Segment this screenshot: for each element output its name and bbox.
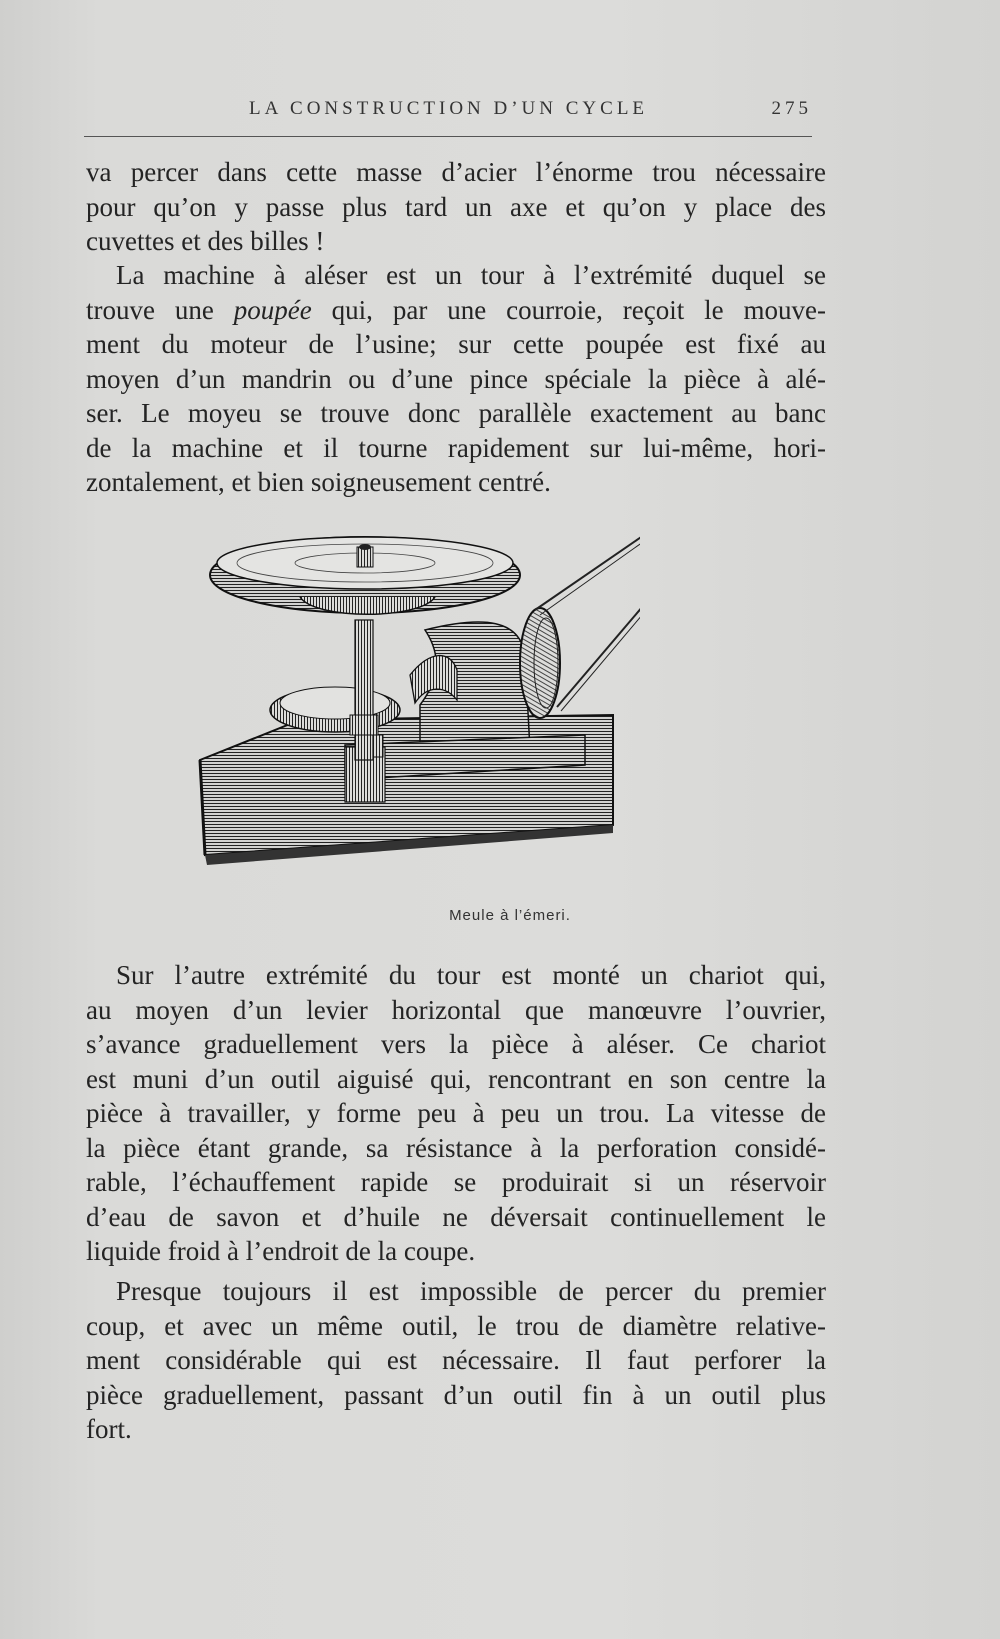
paragraph-3 — [86, 958, 826, 1269]
page-number: 275 — [771, 98, 812, 119]
emery-wheel-engraving — [195, 535, 640, 895]
header-rule — [84, 136, 812, 137]
running-title: LA CONSTRUCTION D’UN CYCLE — [249, 98, 649, 119]
text-line: pièce à travailler, y forme peu à peu un trou. La vitesse de — [86, 1098, 826, 1128]
text-line: Sur l’autre extrémité du tour est monté un chariot qui, — [116, 960, 826, 990]
text-line: trouve une poupée qui, par une courroie, reçoit le mouve- — [86, 294, 826, 325]
text-line: de la machine et il tourne rapidement sur lui-même, hori- — [86, 432, 826, 463]
text-line: va percer dans cette masse d’acier l’énorme trou nécessaire — [86, 157, 826, 187]
text-line: la pièce étant grande, sa résistance à la perforation considé- — [86, 1132, 826, 1163]
text-line: s’avance graduellement vers la pièce à aléser. Ce chariot — [86, 1029, 826, 1059]
text-line: rable, l’échauffement rapide se produirait si un réservoir — [86, 1167, 826, 1197]
text-line: cuvettes et des billes ! — [86, 226, 325, 256]
text-line: zontalement, et bien soigneusement centré. — [86, 467, 551, 497]
text-line: fort. — [86, 1414, 132, 1444]
text-line: Presque toujours il est impossible de percer du premier — [116, 1276, 826, 1306]
caption-text: Meule à l’émeri. — [449, 907, 571, 924]
text-line: La machine à aléser est un tour à l’extrémité duquel se — [116, 260, 826, 290]
text-line: moyen d’un mandrin ou d’une pince spéciale la pièce à alé- — [86, 363, 826, 394]
text-line: est muni d’un outil aiguisé qui, rencontrant en son centre la — [86, 1063, 826, 1094]
text-line: d’eau de savon et d’huile ne déversait continuellement le — [86, 1201, 826, 1232]
text-line: ser. Le moyeu se trouve donc parallèle exactement au banc — [86, 398, 826, 428]
text-line: au moyen d’un levier horizontal que manœuvre l’ouvrier, — [86, 994, 826, 1025]
paragraph-2 — [86, 258, 826, 500]
text-line: pièce graduellement, passant d’un outil fin à un outil plus — [86, 1379, 826, 1410]
emphasized-word: poupée — [233, 294, 312, 325]
paragraph-1 — [86, 155, 826, 259]
paragraph-4 — [86, 1274, 826, 1447]
text-line: pour qu’on y passe plus tard un axe et qu’on y place des — [86, 191, 826, 222]
text-line: ment du moteur de l’usine; sur cette poupée est fixé au — [86, 329, 826, 359]
text-line: coup, et avec un même outil, le trou de diamètre relative- — [86, 1310, 826, 1341]
figure-caption — [0, 907, 1000, 924]
page-header — [84, 96, 812, 136]
text-line: ment considérable qui est nécessaire. Il faut perforer la — [86, 1345, 826, 1375]
text-line: liquide froid à l’endroit de la coupe. — [86, 1236, 476, 1266]
